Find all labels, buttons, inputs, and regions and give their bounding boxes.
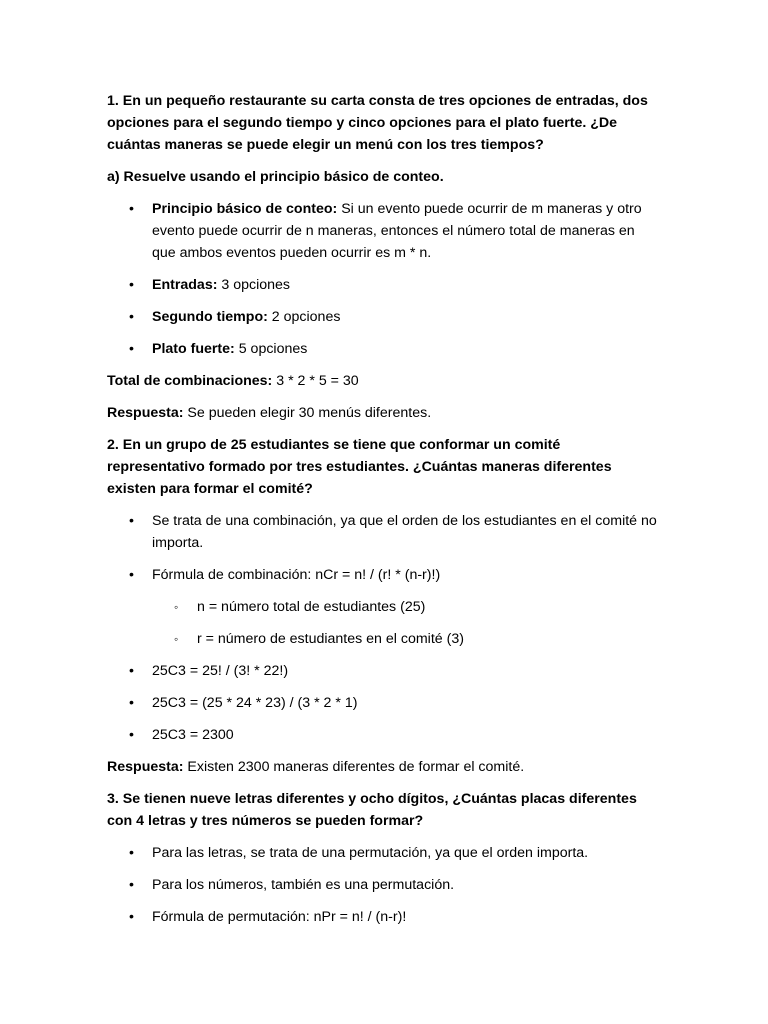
q1-bullet-label: Segundo tiempo:: [152, 309, 268, 325]
q3-bullet: • Para las letras, se trata de una permutación, ya que el orden importa.: [107, 842, 662, 864]
q1-bullet-text: 3 opciones: [217, 277, 291, 293]
q2-step: • 25C3 = (25 * 24 * 23) / (3 * 2 * 1): [107, 692, 662, 714]
q1-answer-text: Se pueden elegir 30 menús diferentes.: [183, 405, 432, 421]
q1-bullet-list: [107, 198, 662, 360]
q2-answer: [107, 756, 662, 778]
q1-bullet-label: Plato fuerte:: [152, 341, 235, 357]
q1-answer: [107, 402, 662, 424]
q3-bullet: • Fórmula de permutación: nPr = n! / (n-r)!: [107, 906, 662, 928]
q1-bullet: [107, 198, 662, 264]
q2-answer-text: Existen 2300 maneras diferentes de formar el comité.: [183, 759, 525, 775]
q1-bullet: [107, 274, 662, 296]
q1-answer-label: Respuesta:: [107, 405, 184, 421]
q3-bullet: • Para los números, también es una permutación.: [107, 874, 662, 896]
document-body: [107, 90, 662, 938]
q1-part-a: a) Resuelve usando el principio básico de conteo.: [107, 169, 444, 185]
q2-bullet: • Se trata de una combinación, ya que el orden de los estudiantes en el comité no importa.: [107, 510, 662, 554]
q3-question: 3. Se tienen nueve letras diferentes y ocho dígitos, ¿Cuántas placas diferentes con 4 letras y tres números se pueden formar?: [107, 791, 637, 829]
q1-bullet: [107, 306, 662, 328]
q2-formula-text: Fórmula de combinación: nCr = n! / (r! * (n-r)!): [152, 567, 441, 583]
q1-bullet-label: Entradas:: [152, 277, 218, 293]
q2-bullet-formula: [107, 564, 662, 650]
q2-step: • 25C3 = 2300: [107, 724, 662, 746]
q1-bullet-text: Si un evento puede ocurrir de m maneras y otro evento puede ocurrir de n maneras, entonces el número total de maneras en que ambos eventos pueden ocurrir es m * n.: [152, 201, 642, 261]
q1-bullet-text: 5 opciones: [234, 341, 308, 357]
q2-answer-label: Respuesta:: [107, 759, 184, 775]
q2-sub-bullet: ◦ n = número total de estudiantes (25): [152, 596, 662, 618]
q2-bullet-list: [107, 510, 662, 746]
q1-total-label: Total de combinaciones:: [107, 373, 273, 389]
q1-total-text: 3 * 2 * 5 = 30: [272, 373, 359, 389]
q1-bullet: [107, 338, 662, 360]
q1-bullet-label: Principio básico de conteo:: [152, 201, 338, 217]
q2-question: 2. En un grupo de 25 estudiantes se tiene que conformar un comité representativo formado por tres estudiantes. ¿Cuántas maneras diferentes existen para formar el comité?: [107, 437, 612, 497]
q2-step: • 25C3 = 25! / (3! * 22!): [107, 660, 662, 682]
q1-total: [107, 370, 662, 392]
q3-bullet-list: [107, 842, 662, 928]
q2-sub-bullet-list: [152, 596, 662, 650]
q1-question: 1. En un pequeño restaurante su carta consta de tres opciones de entradas, dos opciones para el segundo tiempo y cinco opciones para el plato fuerte. ¿De cuántas maneras se puede elegir un menú con los tres tiempos?: [107, 93, 648, 153]
q2-sub-bullet: ◦ r = número de estudiantes en el comité (3): [152, 628, 662, 650]
q1-bullet-text: 2 opciones: [267, 309, 341, 325]
